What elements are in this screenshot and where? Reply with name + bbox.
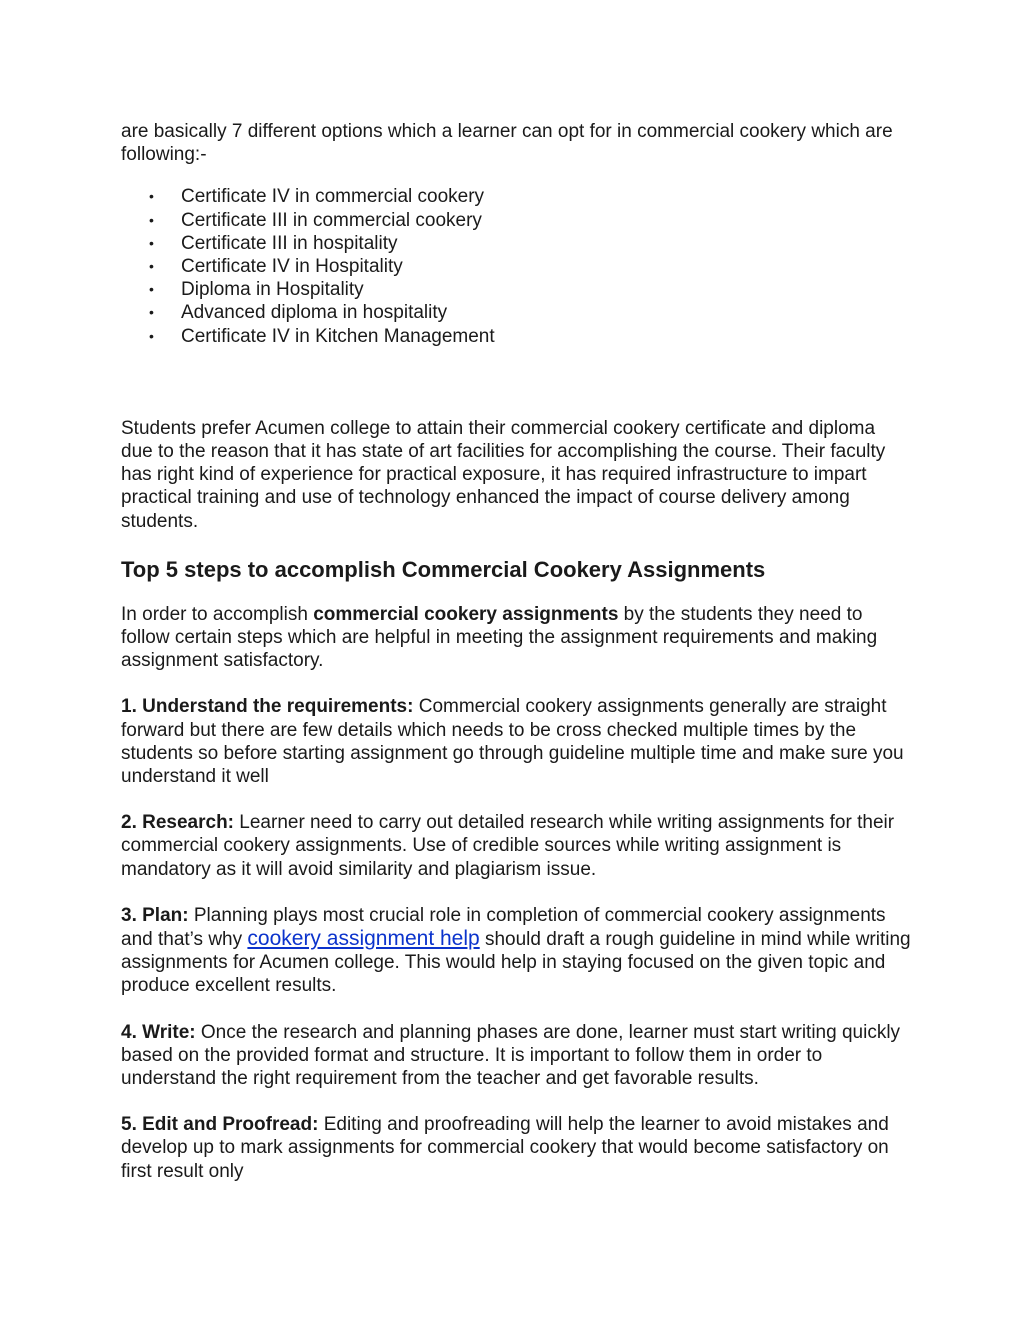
cookery-assignment-help-link[interactable]: cookery assignment help [247, 926, 480, 950]
list-item: • Advanced diploma in hospitality [149, 302, 448, 324]
lead-paragraph: In order to accomplish commercial cookery assignments by the students they need to follow certain steps which are helpful in meeting the assignment requirements and making assignment satisfactory. [121, 603, 878, 672]
list-item: • Certificate IV in Kitchen Management [149, 325, 495, 347]
list-item: • Certificate III in hospitality [149, 232, 398, 254]
bullet-icon: • [149, 327, 154, 344]
list-item: • Certificate IV in Hospitality [149, 255, 403, 277]
bullet-icon: • [149, 257, 154, 274]
step-understand: 1. Understand the requirements: Commercial cookery assignments generally are straight forward but there are few details which needs to be cross checked multiple times by the students so before starting assignment go through guideline multiple time and make sure you understand it well [121, 696, 904, 787]
step-title: 3. Plan: [121, 904, 189, 926]
bullet-icon: • [149, 188, 154, 205]
step-title: 1. Understand the requirements: [121, 696, 414, 718]
step-title: 4. Write: [121, 1021, 196, 1043]
step-title: 2. Research: [121, 812, 235, 834]
step-title: 5. Edit and Proofread: [121, 1114, 319, 1136]
bullet-icon: • [149, 211, 154, 228]
step-research: 2. Research: Learner need to carry out detailed research while writing assignments for their commercial cookery assignments. Use of credible sources while writing assignment is mandatory as it will avoid similarity and plagiarism issue. [121, 812, 895, 880]
reason-paragraph: Students prefer Acumen college to attain their commercial cookery certificate and diploma due to the reason that it has state of art facilities for accomplishing the course. Their faculty has right kind of experience for practical exposure, it has required infrastructure to impart practical training and use of technology enhanced the impact of course delivery among students. [121, 417, 886, 532]
list-item: • Diploma in Hospitality [149, 279, 364, 301]
step-edit-proofread: 5. Edit and Proofread: Editing and proofreading will help the learner to avoid mistakes and develop up to mark assignments for commercial cookery that would become satisfactory on first result only [121, 1114, 889, 1182]
intro-paragraph: are basically 7 different options which a learner can opt for in commercial cookery which are following:- [121, 121, 893, 166]
bold-keyword: commercial cookery assignments [313, 603, 619, 625]
step-plan: 3. Plan: Planning plays most crucial role in completion of commercial cookery assignments and that’s why cookery assignment help should draft a rough guideline in mind while writing assignments for Acumen college. This would help in staying focused on the given topic and produce excellent results. [121, 904, 911, 997]
bullet-icon: • [149, 304, 154, 321]
bullet-icon: • [149, 281, 154, 298]
document-page [121, 120, 911, 1183]
section-heading: Top 5 steps to accomplish Commercial Cookery Assignments [121, 556, 766, 582]
step-write: 4. Write: Once the research and planning phases are done, learner must start writing quickly based on the provided format and structure. It is important to follow them in order to understand the right requirement from the teacher and get favorable results. [121, 1021, 901, 1089]
list-item: • Certificate III in commercial cookery [149, 209, 482, 231]
bullet-icon: • [149, 234, 154, 251]
course-options-list [121, 185, 911, 347]
list-item: • Certificate IV in commercial cookery [149, 186, 485, 208]
